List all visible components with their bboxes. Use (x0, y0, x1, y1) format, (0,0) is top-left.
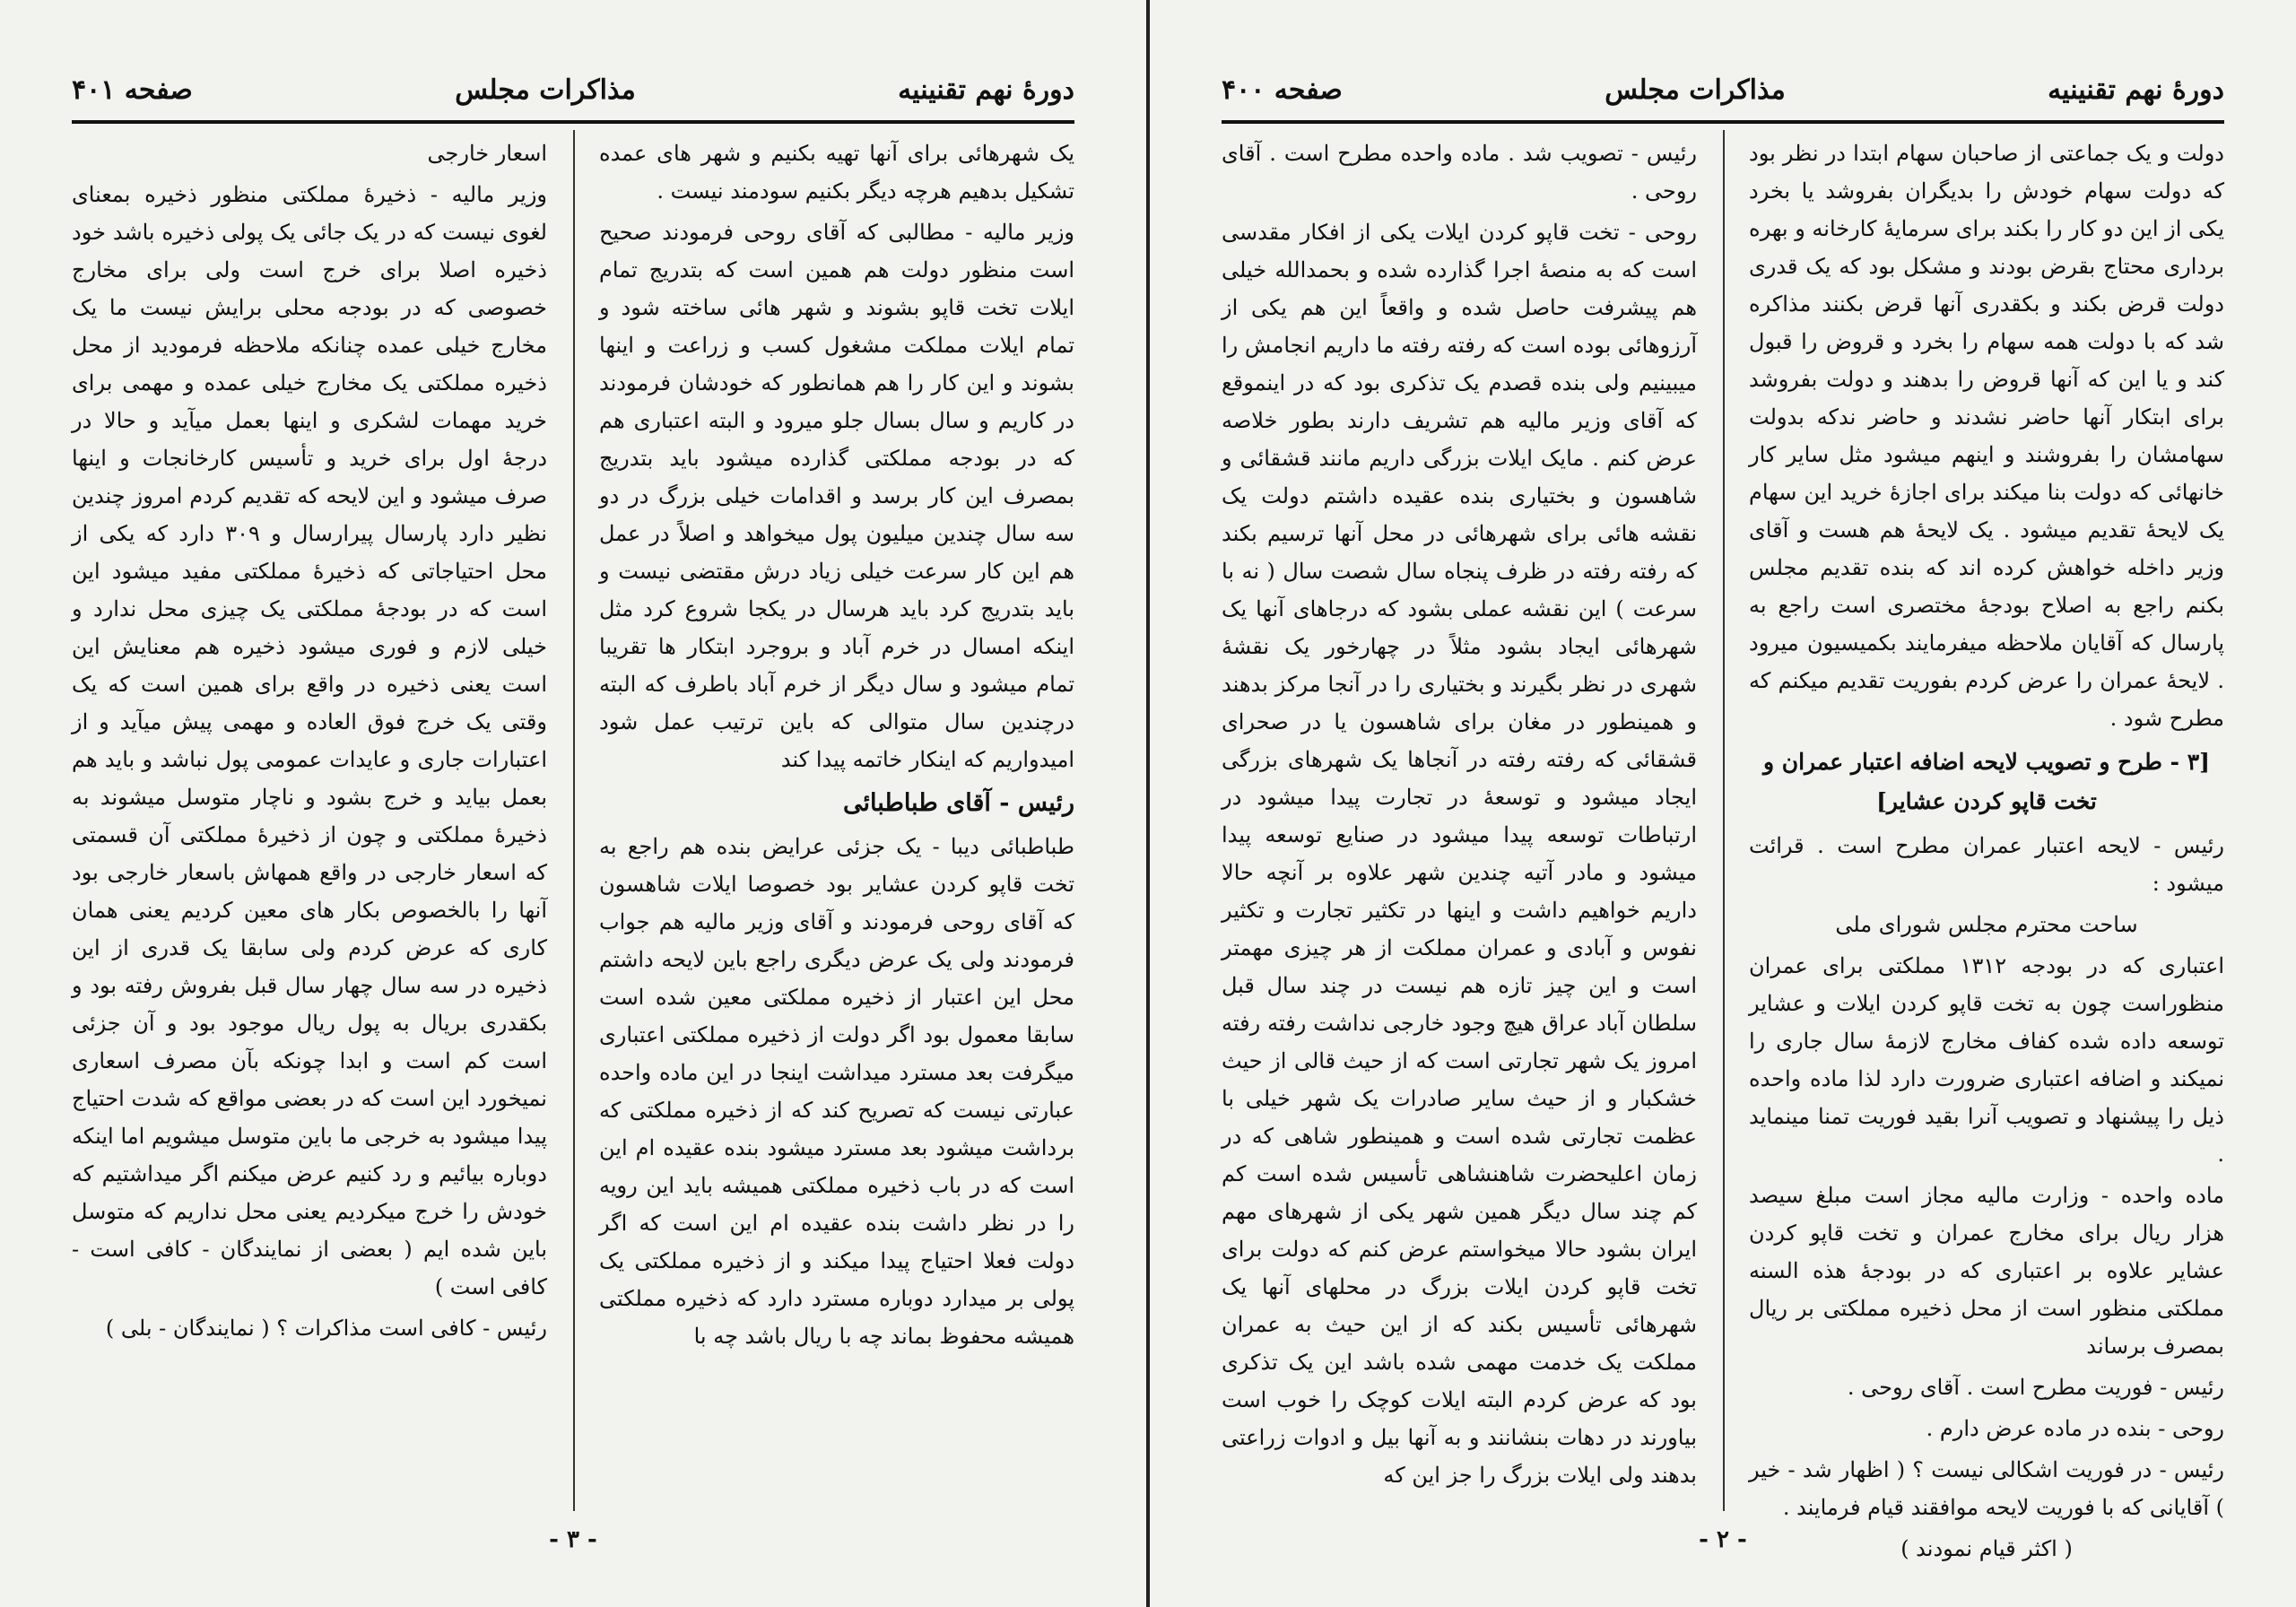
address-line: ساحت محترم مجلس شورای ملی (1835, 911, 2138, 937)
header-session: دورهٔ نهم تقنینیه (2048, 74, 2224, 106)
paragraph: دولت و یک جماعتی از صاحبان سهام ابتدا در نظر بود که دولت سهام خودش را بدیگران بفروشد یا بخرد یکی از این دو کار را بکند برای سرمایهٔ کارخانه و بهره برداری محتاج بقرض بودند و مشکل بود که یک قدری دولت قرض بکند و بکقدری آنها قرض بکنند مذاکره شد که با دولت همه سهام را بخرد و قروض را قبول کند و یا این که آنها قروض را بدهند و دولت بفروشد برای ابتکار آنها حاضر نشدند و حاضر ندکه بدولت سهامشان را بفروشند و اینهم میشود مثل سایر کار خانهائی که دولت بنا میکند برای اجازهٔ خرید این سهام یک لایحهٔ تقدیم میشود . یک لایحهٔ هم هست و آقای وزیر داخله خواهش کرده اند که بنده تقدیم مجلس بکنم راجع به اصلاح بودجهٔ مختصری است راجع به پارسال که آقایان ملاحظه میفرمایند بکمیسیون میرود . لایحهٔ عمران را عرض کردم بفوریت تقدیم میکنم که مطرح شود . (1749, 141, 2225, 731)
page-header (1222, 63, 2224, 117)
speaker-line: رئیس - آقای طباطبائی (842, 789, 1074, 817)
header-session: دورهٔ نهم تقنینیه (898, 74, 1074, 106)
column-divider (573, 130, 575, 1511)
paragraph: طباطبائی دیبا - یک جزئی عرایض بنده هم راجع به تخت قاپو کردن عشایر بود خصوصا ایلات شاهسون که آقای روحی فرمودند و آقای وزیر مالیه هم جواب فرمودند ولی یک عرض دیگری راجع باین لایحه داشتم محل این اعتبار از ذخیره مملکتی معین شده است سابقا معمول بود اگر دولت از ذخیره مملکتی اعتباری میگرفت بعد مسترد میداشت اینجا در این ماده واحده عبارتی نیست که تصریح کند که از ذخیره مملکتی که برداشت میشود بعد مسترد میشود بنده عقیده ام این است که در باب ذخیره مملکتی همیشه باید این رویه را در نظر داشت بنده عقیده ام این است که اگر دولت فعلا احتیاج پیدا میکند و از ذخیره مملکتی یک پولی بر میدارد دوباره مسترد دارد که ذخیره مملکتی همیشه محفوظ بماند چه با ریال باشد چه با (599, 834, 1074, 1350)
header-page-number: صفحه ۴۰۱ (72, 74, 193, 106)
paragraph: روحی - تخت قاپو کردن ایلات یکی از افکار مقدسی است که به منصهٔ اجرا گذارده شده و بحمدالله خیلی هم پیشرفت حاصل شده و واقعاً این هم یکی از آرزوهائی بوده است که رفته رفته ما داریم انجامش را میبینیم ولی بنده قصدم یک تذکری بود که در اینموقع که آقای وزیر مالیه هم تشریف دارند بطور خلاصه عرض کنم . مایک ایلات بزرگی داریم مانند قشقائی و شاهسون و بختیاری بنده عقیده داشتم دولت یک نقشه هائی برای شهرهائی در محل آنها ترسیم بکند که رفته رفته در ظرف پنجاه سال شصت سال ( نه با سرعت ) این نقشه عملی بشود که درجاهای آنها یک شهرهائی ایجاد بشود مثلاً در چهارخور یک نقشهٔ شهری در نظر بگیرند و بختیاری را در آنجا مرکز بدهند و همینطور در مغان برای شاهسون یا در صحرای قشقائی که رفته رفته در آنجاها یک شهرهای بزرگی ایجاد میشود و توسعهٔ در تجارت پیدا میشود در ارتباطات توسعه پیدا میشود در صنایع توسعه پیدا میشود و مادر آتیه چندین شهر علاوه بر آنچه حالا داریم خواهیم داشت و اینها در تکثیر تجارت و تکثیر نفوس و آبادی و عمران مملکت از هر چیزی مهمتر است و این چیز تازه هم نیست در چند سال قبل سلطان آباد عراق هیچ وجود خارجی نداشت رفته رفته امروز یک شهر تجارتی است که از حیث قالی از حیث خشکبار و از حیث سایر صادرات یک شهر خیلی با عظمت تجارتی شده است و همینطور شاهی که در زمان اعلیحضرت شاهنشاهی تأسیس شده است کم کم چند سال دیگر همین شهر یکی از شهرهای مهم ایران بشود حالا میخواستم عرض کنم که دولت برای تخت قاپو کردن ایلات بزرگ در محلهای آنها یک شهرهائی تأسیس بکند که از این حیث به عمران مملکت یک خدمت مهمی شده باشد این یک تذکری بود که عرض کردم البته ایلات کوچک را خوب است بیاورند در دهات بنشانند و به آنها بیل و ادوات زراعتی بدهند ولی ایلات بزرگ را جز این که (1222, 220, 1697, 1488)
header-title: مذاکرات مجلس (455, 74, 636, 106)
header-rule (1222, 120, 2224, 124)
result-line: ( اکثر قیام نمودند ) (1900, 1535, 2073, 1561)
paragraph: رئیس - کافی است مذاکرات ؟ ( نمایندگان - بلی ) (105, 1316, 547, 1341)
header-title: مذاکرات مجلس (1605, 74, 1786, 106)
header-rule (72, 120, 1074, 124)
paragraph: رئیس - فوریت مطرح است . آقای روحی . (1847, 1374, 2224, 1400)
paragraph: روحی - بنده در ماده عرض دارم . (1926, 1415, 2224, 1441)
paragraph: اسعار خارجی (427, 141, 547, 166)
section-title: [۳ - طرح و تصویب لایحه اضافه اعتبار عمران و تخت قاپو کردن عشایر] (1762, 749, 2211, 814)
paragraph: ماده واحده - وزارت مالیه مجاز است مبلغ سیصد هزار ریال برای مخارج عمران و تخت قاپو کردن عشایر علاوه بر اعتباری که در بودجهٔ هذه السنه مملکتی منظور است از محل ذخیره مملکتی بر ریال بمصرف برساند (1749, 1182, 2224, 1359)
paragraph: رئیس - در فوریت اشکالی نیست ؟ ( اظهار شد - خیر ) آقایانی که با فوریت لایحه موافقند قیام فرمایند . (1749, 1456, 2224, 1520)
page-400 (1150, 0, 2296, 1607)
page-401 (0, 0, 1146, 1607)
column-right (599, 135, 1074, 1498)
column-divider (1723, 130, 1725, 1511)
column-left (1222, 135, 1697, 1498)
paragraph: اعتباری که در بودجه ۱۳۱۲ مملکتی برای عمران منظوراست چون به تخت قاپو کردن ایلات و عشایر توسعه داده شده کفاف مخارج لازمهٔ سال جاری را نمیکند و اضافه اعتباری ضرورت دارد لذا ماده واحده ذیل را پیشنهاد و تصویب آنرا بقید فوریت تمنا مینماید . (1749, 952, 2224, 1167)
paragraph: رئیس - تصویب شد . ماده واحده مطرح است . آقای روحی . (1222, 141, 1697, 204)
paragraph: وزیر مالیه - ذخیرهٔ مملکتی منظور ذخیره بمعنای لغوی نیست که در یک جائی یک پولی ذخیره باشد خود ذخیره اصلا برای خرج است ولی برای مخارج خصوصی که در بودجه محلی برایش نیست ما یک مخارج خیلی عمده چنانکه ملاحظه فرمودید از محل ذخیره مملکتی یک مخارج خیلی عمده و مهمی برای خرید مهمات لشکری و اینها بعمل میآید و حالا در درجهٔ اول برای خرید و تأسیس کارخانجات و اینها صرف میشود و این لایحه که تقدیم کردم امروز چندین نظیر دارد پارسال پیرارسال و ۳۰۹ دارد که یکی از محل احتیاجاتی که ذخیرهٔ مملکتی مفید میشود این است که در بودجهٔ مملکتی یک چیزی محل ندارد و خیلی لازم و فوری میشود ذخیره هم معنایش این است یعنی ذخیره در واقع برای همین است که یک وقتی یک خرج فوق العاده و مهمی پیش میآید و از اعتبارات جاری و عایدات عمومی پول نباشد و باید هم بعمل بیاید و خرج بشود و ناچار متوسل میشوند به ذخیرهٔ مملکتی و چون از ذخیرهٔ مملکتی آن قسمتی که اسعار خارجی در واقع همهاش باسعار خارجی بود آنها را بالخصوص بکار های معین کردیم یعنی همان کاری که عرض کردم ولی سابقا یک قدری از این ذخیره در سه سال چهار سال قبل بفروش رفته بود و بکقدری بریال به پول ریال موجود بود و آن جزئی است کم است و ابدا چونکه بآن مصرف اسعاری نمیخورد این است که در بعضی مواقع که شدت احتیاج پیدا میشود به خرجی ما باین متوسل میشویم اما اینکه دوباره بیائیم و رد کنیم عرض میکنم اگر میداشتیم که خودش را خرج میکردیم یعنی محل نداریم که متوسل باین شده ایم ( بعضی از نمایندگان - کافی است - کافی است ) (72, 182, 547, 1299)
header-page-number: صفحه ۴۰۰ (1222, 74, 1343, 106)
column-left (72, 135, 547, 1498)
paragraph: یک شهرهائی برای آنها تهیه بکنیم و شهر های عمده تشکیل بدهیم هرچه دیگر بکنیم سودمند نیست . (599, 141, 1074, 204)
page-header (72, 63, 1074, 117)
paragraph: رئیس - لایحه اعتبار عمران مطرح است . قرائت میشود : (1749, 832, 2224, 896)
page-footer-number: - ۳ - (549, 1526, 597, 1553)
page-footer-number: - ۲ - (1699, 1526, 1747, 1553)
column-right (1749, 135, 2225, 1561)
paragraph: وزیر مالیه - مطالبی که آقای روحی فرمودند صحیح است منظور دولت هم همین است که بتدریج تمام ایلات تخت قاپو بشوند و شهر هائی ساخته شود و تمام ایلات مملکت مشغول کسب و زراعت و اینها بشوند و این کار را هم همانطور که خودشان فرمودند در کاریم و سال بسال جلو میرود و البته اعتباری هم که در بودجه مملکتی گذارده میشود باید بتدریج بمصرف این کار برسد و اقدامات خیلی بزرگ در دو سه سال چندین میلیون پول میخواهد و اصلاً در عمل هم این کار سرعت خیلی زیاد درش مقتضی نیست و باید بتدریج کرد باید هرسال در یکجا شروع کرد مثل اینکه امسال در خرم آباد و بروجرد ابتکار ها تقریبا تمام میشود و سال دیگر از خرم آباد باطرف که البته درچندین سال متوالی که باین ترتیب عمل شود امیدواریم که اینکار خاتمه پیدا کند (599, 220, 1074, 772)
